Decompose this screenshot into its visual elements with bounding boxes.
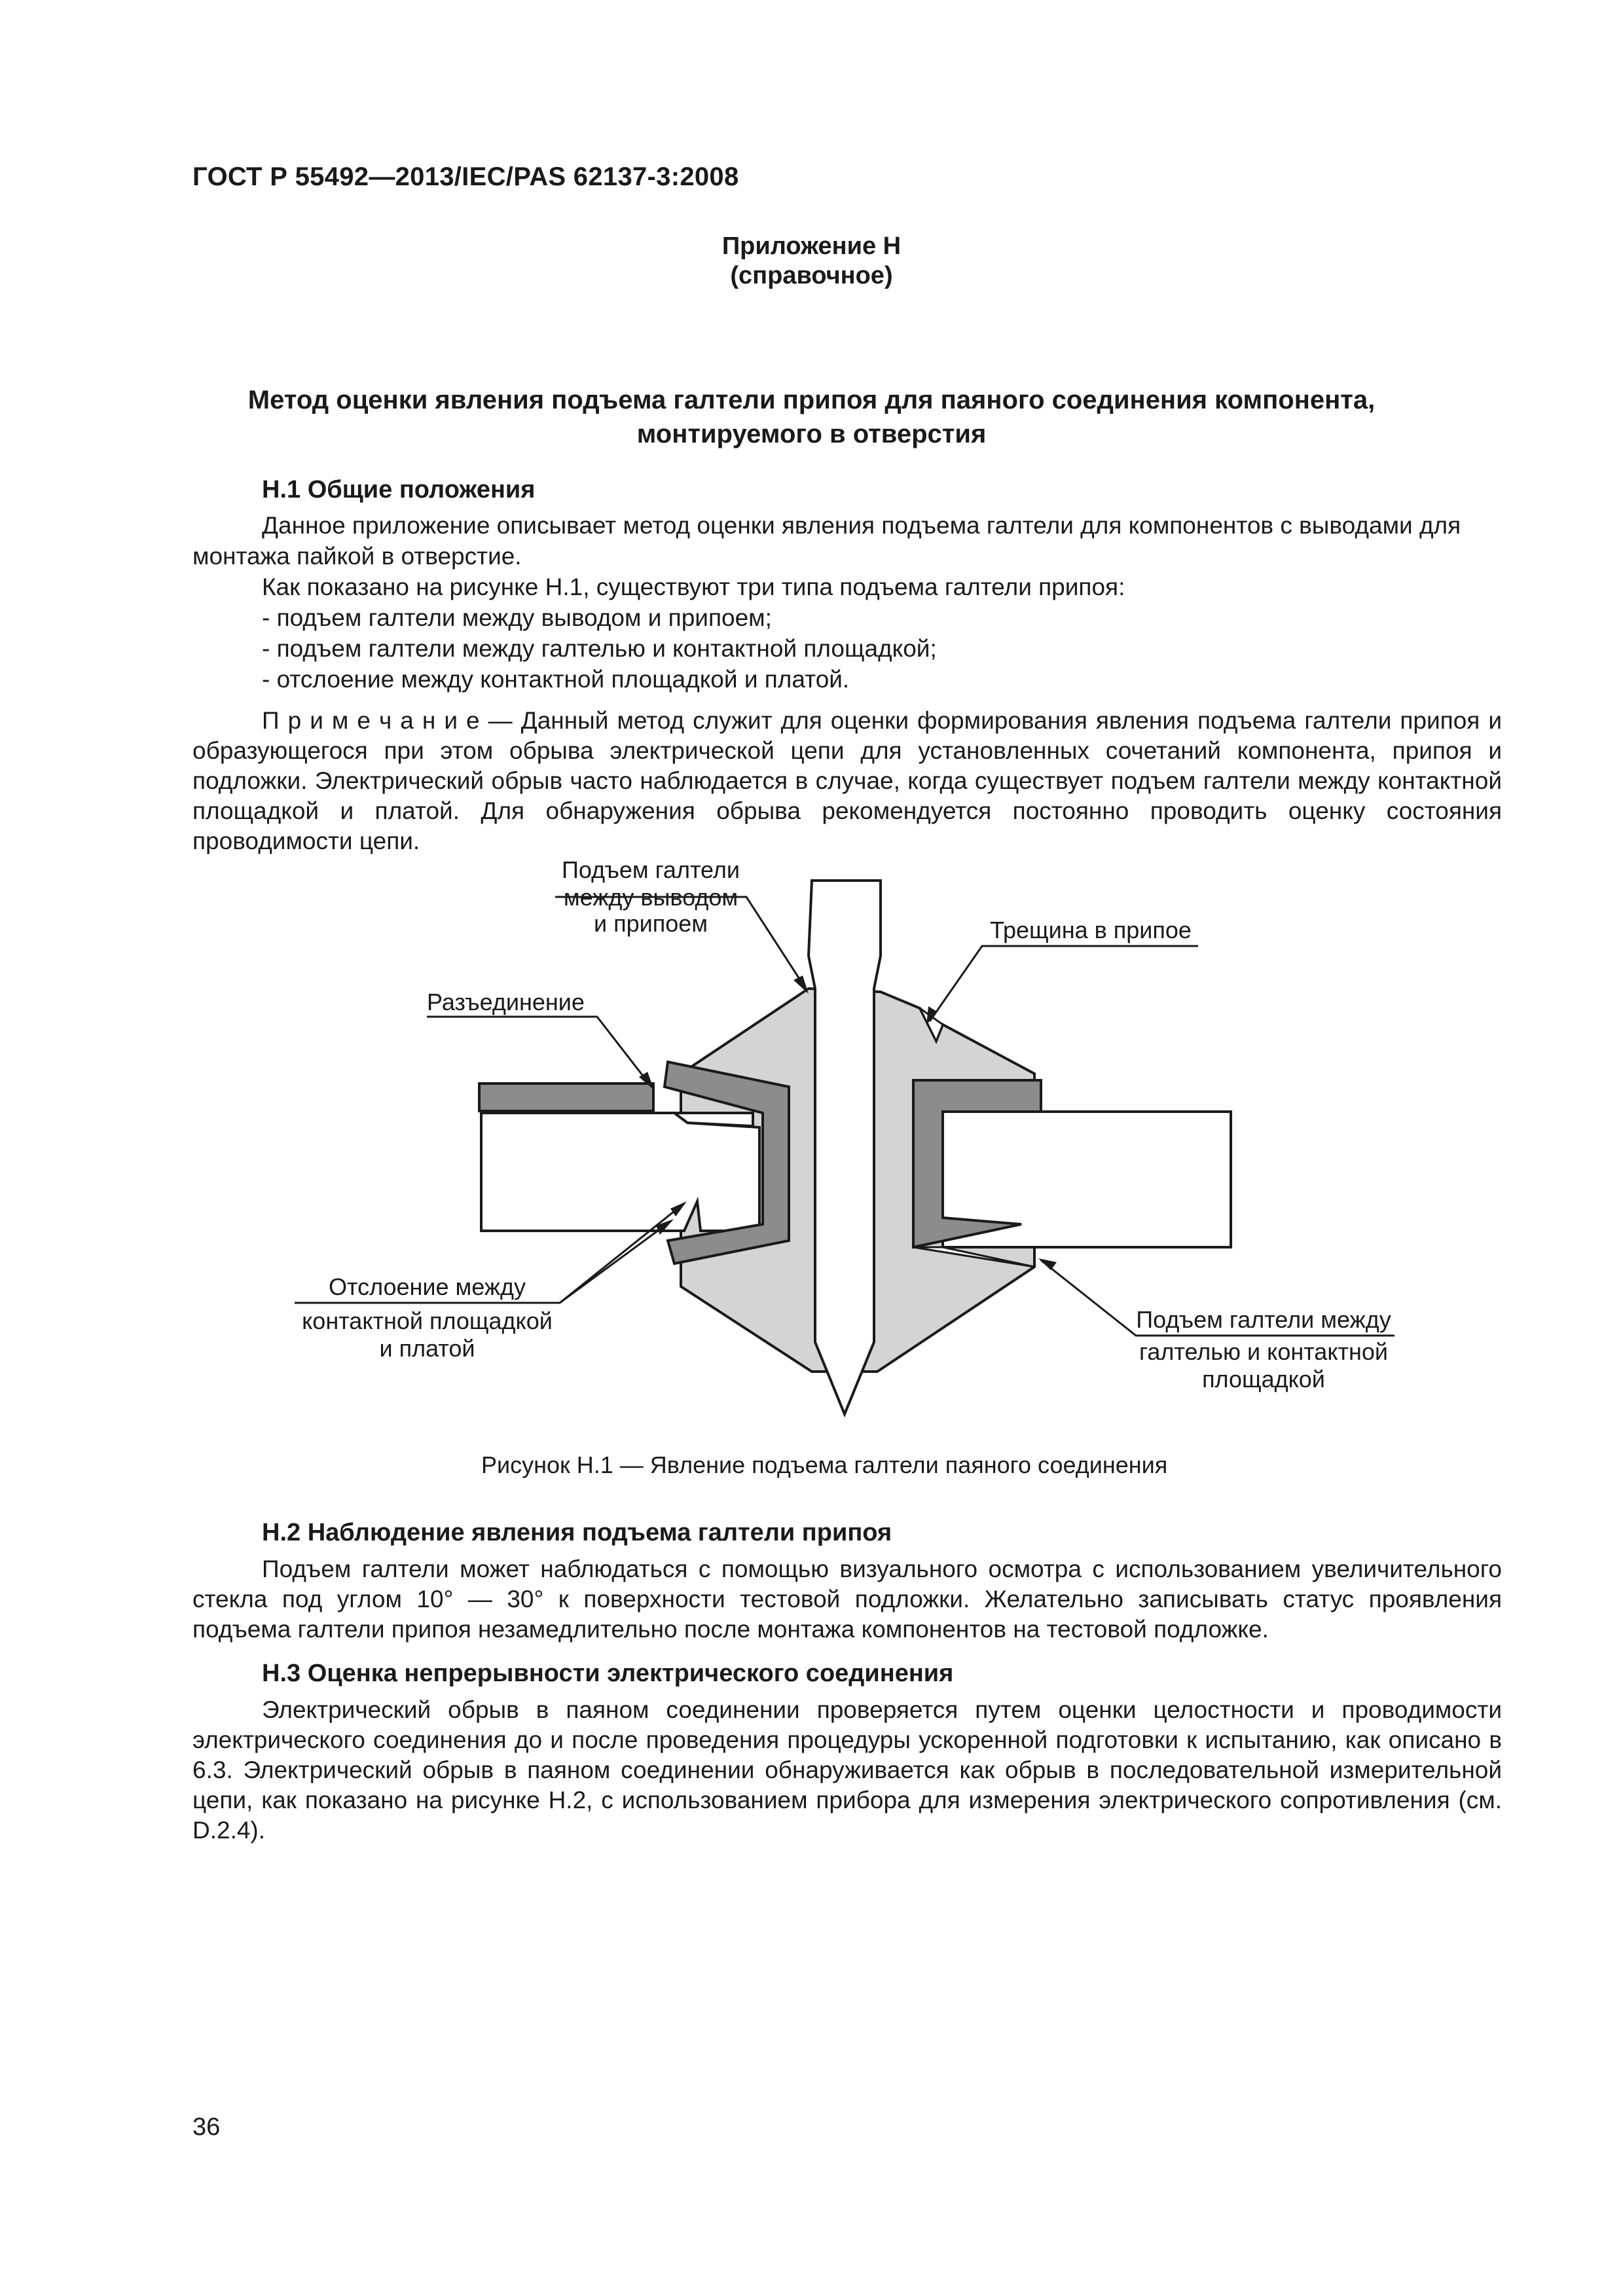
section-1-para2: Как показано на рисунке Н.1, существуют три типа подъема галтели припоя: (262, 574, 1125, 600)
arrowhead-lead-lift (793, 975, 809, 994)
section-1-para1-line2: монтажа пайкой в отверстие. (192, 543, 522, 570)
label-peel-1: Отслоение между (328, 1273, 526, 1300)
label-peel-3: и платой (379, 1335, 475, 1362)
left-board (481, 1113, 759, 1231)
page-number: 36 (192, 2113, 221, 2141)
label-separation: Разъединение (427, 989, 585, 1015)
left-top-pad (479, 1084, 653, 1111)
label-land-lift-3: площадкой (1202, 1366, 1325, 1393)
doc-title-line2: монтируемого в отверстия (636, 420, 987, 448)
label-lead-lift-2: между выводом (563, 884, 739, 911)
note-text: — Данный метод служит для оценки формирования явления подъема галтели припоя и образующегося при этом обрыва электрической цепи для установленных сочетаний компонента, припоя и подложки. Электрический обрыв часто наблюдается в случае, когда существует подъем галтели между контактной площадкой и платой. Для обнаружения обрыва рекомендуется постоянно проводить оценку состояния проводимости цепи. (192, 707, 1503, 854)
note-label: П р и м е ч а н и е (262, 707, 480, 734)
bullet-item-1: - подъем галтели между выводом и припоем; (262, 604, 772, 631)
section-3-text: Электрический обрыв в паяном соединении проверяется путем оценки целостности и проводимости электрического соединения до и после проведения процедуры ускоренной подготовки к испытанию, как описано в 6.3. Электрический обрыв в паяном соединении обнаруживается как обрыв в последовательной измерительной цепи, как показано на рисунке Н.2, с использованием прибора для измерения электрического сопротивления (см. D.2.4). (192, 1696, 1502, 1844)
label-land-lift-2: галтелью и контактной (1139, 1338, 1388, 1365)
bullet-item-2: - подъем галтели между галтелью и контактной площадкой; (262, 635, 937, 662)
bullet-item-3: - отслоение между контактной площадкой и платой. (262, 666, 850, 693)
component-lead (809, 881, 881, 1414)
section-3-heading: Н.3 Оценка непрерывности электрического соединения (262, 1660, 954, 1687)
label-lead-lift-1: Подъем галтели (562, 856, 740, 883)
doc-title-line1: Метод оценки явления подъема галтели припоя для паяного соединения компонента, (247, 386, 1376, 414)
section-2-heading: Н.2 Наблюдение явления подъема галтели припоя (262, 1519, 892, 1546)
leader-crack (930, 946, 1198, 1021)
section-2-text: Подъем галтели может наблюдаться с помощью визуального осмотра с использованием увеличительного стекла под углом 10° — 30° к поверхности тестовой подложки. Желательно записывать статус проявления подъема галтели припоя незамедлительно после монтажа компонентов на тестовой подложке. (192, 1556, 1502, 1643)
label-crack: Трещина в припое (990, 917, 1192, 943)
section-1-para1-line1: Данное приложение описывает метод оценки явления подъема галтели для компонентов с выводами для (262, 512, 1461, 539)
section-2-paragraph (192, 1554, 1502, 1645)
label-lead-lift-3: и припоем (593, 910, 708, 937)
appendix-title: Приложение Н (721, 232, 902, 260)
figure-caption: Рисунок Н.1 — Явление подъема галтели паяного соединения (481, 1451, 1168, 1478)
section-3-paragraph (192, 1695, 1502, 1846)
section-1-heading: Н.1 Общие положения (262, 476, 536, 503)
arrowhead-land-lift (1038, 1258, 1057, 1270)
label-land-lift-1: Подъем галтели между (1136, 1306, 1391, 1333)
appendix-type: (справочное) (730, 262, 893, 289)
standard-designation: ГОСТ Р 55492—2013/IEC/PAS 62137-3:2008 (192, 162, 739, 191)
leader-separation (427, 1017, 651, 1087)
label-peel-2: контактной площадкой (302, 1307, 553, 1334)
